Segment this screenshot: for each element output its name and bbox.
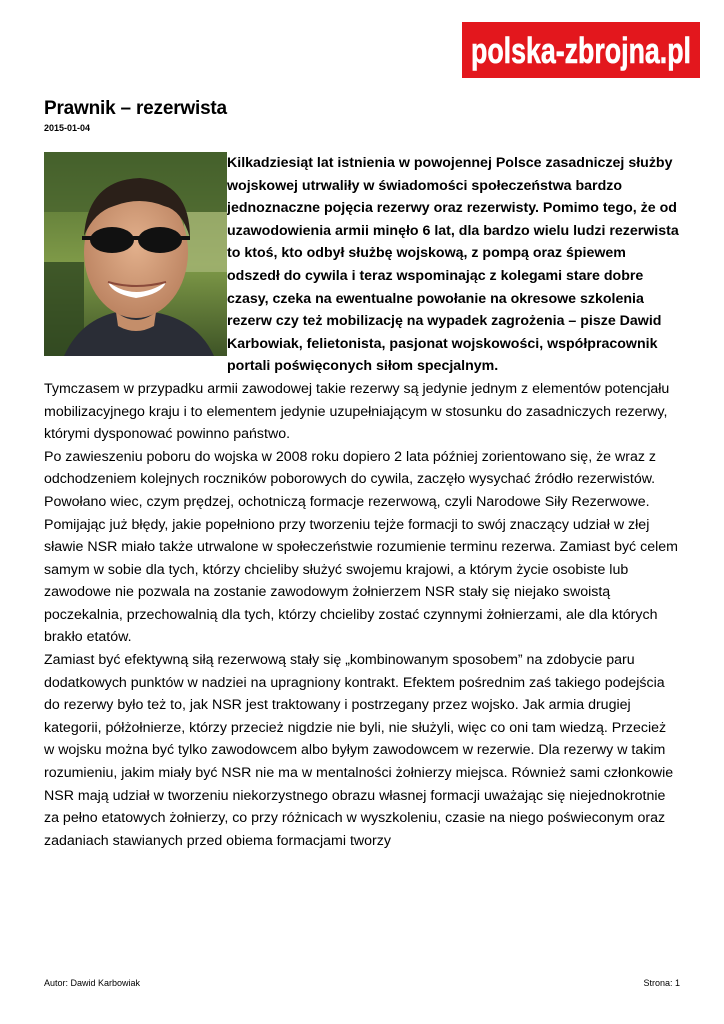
article-lead: Kilkadziesiąt lat istnienia w powojennej Polsce zasadniczej służby wojskowej utrwaliły w świadomości społeczeństwa bardzo jednoznaczne pojęcia rezerwy oraz rezerwisty. Pomimo tego, że od uzawodowienia armii minęło 6 lat, dla bardzo wielu ludzi rezerwista to ktoś, kto odbył służbę wojskową, z pompą oraz śpiewem odszedł do cywila i teraz wspominając z kolegami stare dobre czasy, czeka na ewentualne powołanie na okresowe szkolenia rezerw czy też mobilizację na wypadek zagrożenia – pisze Dawid Karbowiak, felietonista, pasjonat wojskowości, współpracownik portali poświęconych siłom specjalnym.	[227, 155, 679, 375]
site-logo[interactable]	[462, 22, 700, 78]
article-paragraph: Tymczasem w przypadku armii zawodowej takie rezerwy są jedynie jednym z elementów potencjału mobilizacyjnego kraju i to elementem jedynie uzupełniającym w stosunku do zasadniczych rezerwy, którymi dysponować powinno państwo.	[44, 380, 670, 443]
article-title: Prawnik – rezerwista	[44, 98, 227, 119]
article-paragraph: Po zawieszeniu poboru do wojska w 2008 roku dopiero 2 lata później zorientowano się, że wraz z odchodzeniem kolejnych roczników poborowych do cywila, zaczęło wysychać źródło rezerwistów. Powołano wiec, czym prędzej, ochotniczą formacje rezerwową, czyli Narodowe Siły Rezerwowe. Pomijając już błędy, jakie popełniono przy tworzeniu tejże formacji to swój znaczący udział w złej sławie NSR miało także utrwalone w społeczeństwie rozumienie terminu rezerwa. Zamiast być celem samym w sobie dla tych, którzy chcieliby służyć swojemu krajowi, a którym życie osobiste lub zawodowe nie pozwala na zostanie zawodowym żołnierzem NSR stały się niejako swoistą poczekalnia, przechowalnią dla tych, którzy chcieliby zostać czynnymi żołnierzami, ale dla których brakło etatów.	[44, 448, 678, 646]
author-portrait-image	[44, 152, 227, 356]
page-footer	[44, 978, 680, 988]
footer-page-number: Strona: 1	[643, 978, 680, 988]
article-body	[44, 152, 680, 852]
footer-author: Autor: Dawid Karbowiak	[44, 978, 141, 988]
article-date: 2015-01-04	[44, 123, 91, 133]
author-photo	[44, 152, 227, 356]
logo-text: polska-zbrojna.pl	[471, 30, 691, 71]
logo-wordmark	[468, 28, 694, 72]
article-paragraph: Zamiast być efektywną siłą rezerwową stały się „kombinowanym sposobem” na zdobycie paru dodatkowych punktów w nadziei na upragniony kontrakt. Efektem pośrednim zaś takiego podejścia do rezerwy było też to, jak NSR jest traktowany i postrzegany przez wojsko. Jak armia drugiej kategorii, półżołnierze, którzy przecież nigdzie nie byli, nie służyli, więc co oni tam wiedzą. Przecież w wojsku można być tylko zawodowcem albo byłym zawodowcem w rezerwie. Dla rezerwy w takim rozumieniu, jakim miały być NSR nie ma w mentalności żołnierzy miejsca. Również sami członkowie NSR mają udział w tworzeniu niekorzystnego obrazu własnej formacji uważając się niejednokrotnie za pełno etatowych żołnierzy, co przy różnicach w wyszkoleniu, czasie na niego poświeconym oraz zadaniach stawianych przed obiema formacjami tworzy	[44, 652, 674, 849]
